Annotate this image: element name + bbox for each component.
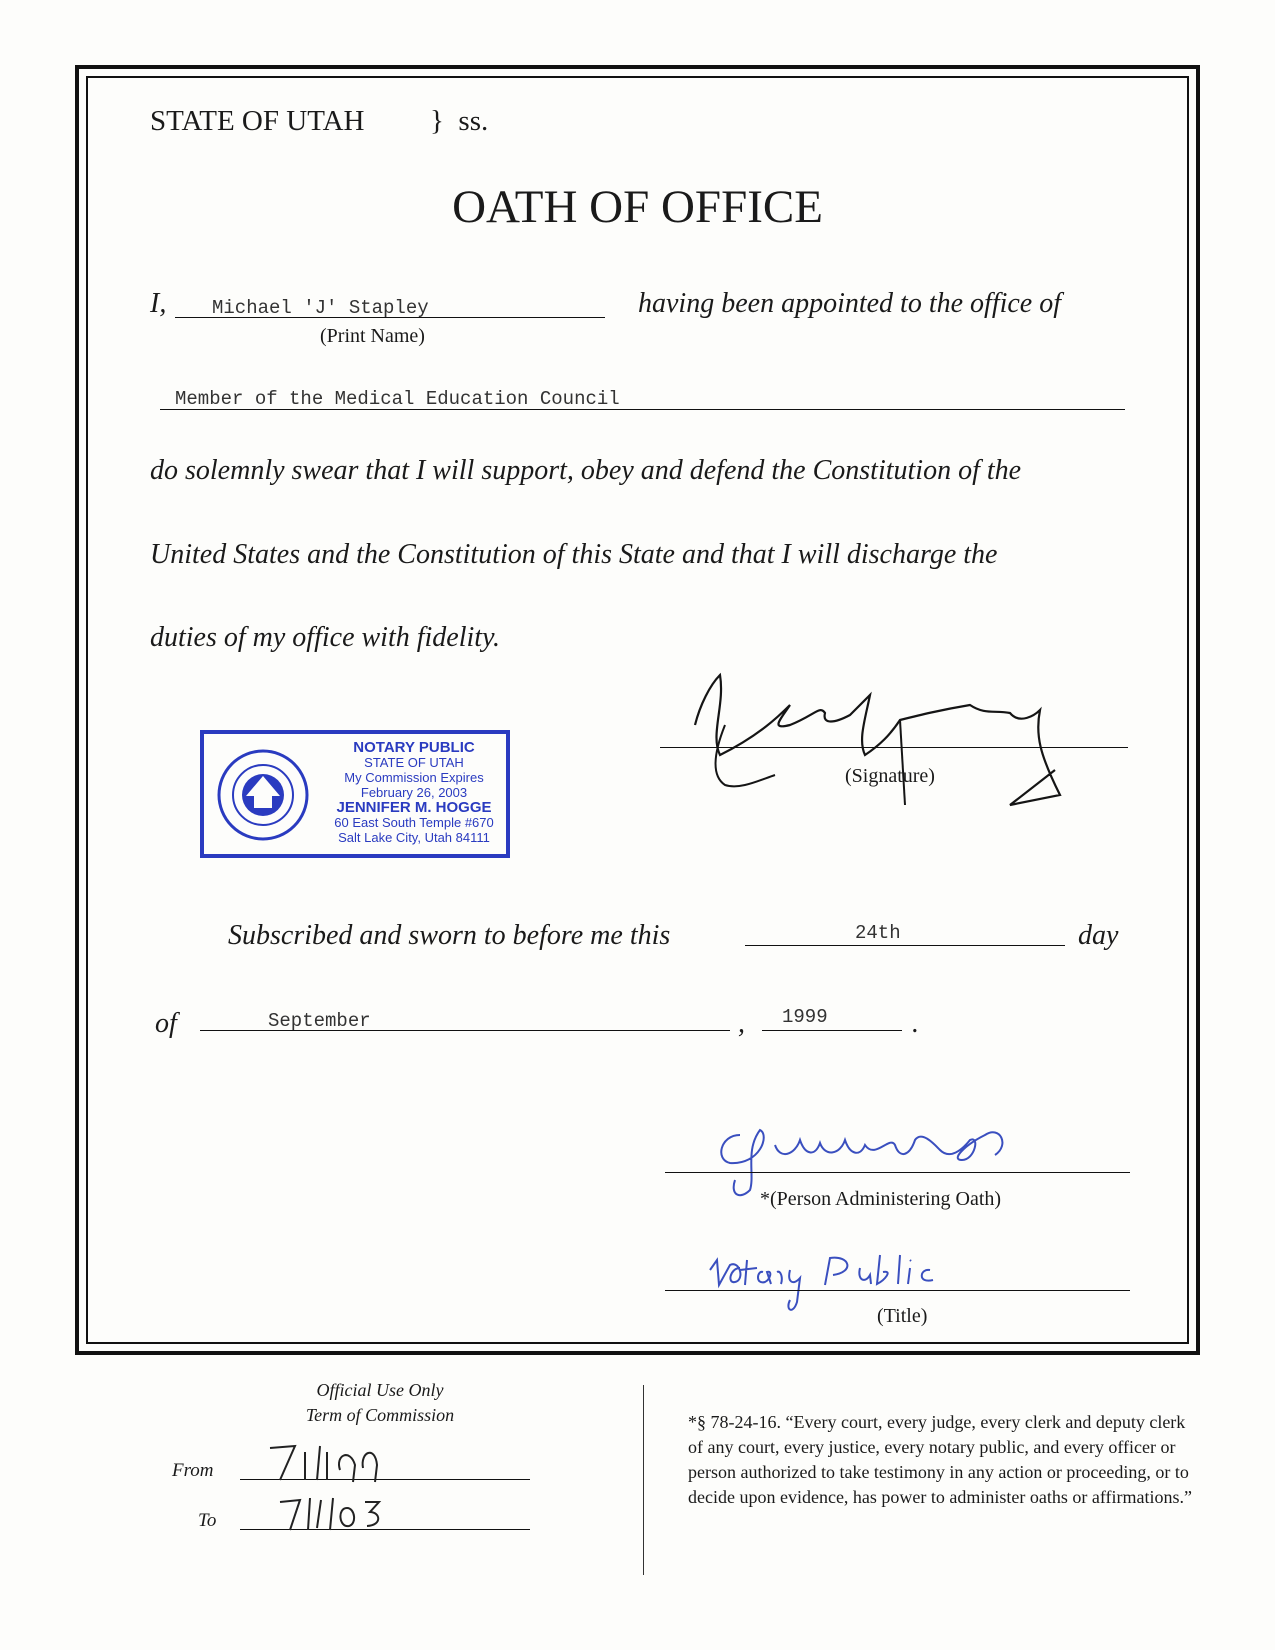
day-line [745, 920, 1065, 946]
to-date-handwriting [275, 1490, 405, 1535]
handwritten-title [705, 1240, 995, 1320]
appointed-text: having been appointed to the office of [638, 288, 1062, 319]
day-value: 24th [855, 922, 901, 944]
state-seal-icon [216, 748, 310, 842]
notary-stamp [200, 730, 510, 858]
office-title: Member of the Medical Education Council [175, 388, 620, 410]
statute-note: *§ 78-24-16. “Every court, every judge, every clerk and deputy clerk of any court, every justice, every notary public, and every officer or person authorized to take testimony in any action or proceeding, or to decide upon evidence, has power to administer oaths or affirmations.” [688, 1412, 1193, 1507]
print-name-caption: (Print Name) [320, 325, 425, 347]
stamp-line-1: NOTARY PUBLIC [353, 739, 475, 756]
ss-label [430, 105, 488, 138]
state-heading: STATE OF UTAH [150, 105, 365, 137]
oath-taker-signature [640, 665, 1120, 815]
stamp-line-3: My Commission Expires [344, 770, 484, 785]
sworn-text: Subscribed and sworn to before me this [228, 920, 671, 951]
oath-line-2: United States and the Constitution of this State and that I will discharge the [150, 539, 998, 570]
official-use-line-1: Official Use Only [316, 1380, 444, 1400]
year-value: 1999 [782, 1006, 828, 1028]
stamp-line-6: 60 East South Temple #670 [334, 815, 494, 830]
official-use-line-2: Term of Commission [305, 1405, 455, 1425]
stamp-line-2: STATE OF UTAH [364, 755, 464, 770]
bracket: } [430, 105, 444, 137]
title-caption: (Title) [877, 1305, 928, 1327]
title-line [665, 1288, 1130, 1291]
stamp-line-4: February 26, 2003 [360, 785, 468, 800]
administrator-caption: *(Person Administering Oath) [760, 1188, 1002, 1210]
comma: , [738, 1008, 745, 1039]
month-value: September [268, 1010, 371, 1032]
page-title: OATH OF OFFICE [452, 181, 823, 233]
to-label: To [198, 1510, 217, 1531]
from-date-handwriting [265, 1440, 415, 1485]
stamp-line-5: JENNIFER M. HOGGE [336, 799, 492, 816]
of-word: of [155, 1008, 177, 1039]
signature-caption: (Signature) [845, 765, 935, 787]
period: . [912, 1008, 919, 1039]
footer-divider [643, 1385, 644, 1575]
oath-line-3: duties of my office with fidelity. [150, 622, 500, 653]
prefix-i: I, [150, 288, 167, 319]
stamp-line-7: Salt Lake City, Utah 84111 [338, 830, 490, 845]
ss-text: ss. [458, 105, 489, 137]
oath-line-1: do solemnly swear that I will support, obey and defend the Constitution of the [150, 455, 1022, 486]
signature-line [660, 745, 1128, 748]
administrator-line [665, 1170, 1130, 1173]
day-word: day [1078, 920, 1119, 951]
from-label: From [172, 1460, 214, 1481]
appointee-name: Michael 'J' Stapley [212, 297, 429, 319]
